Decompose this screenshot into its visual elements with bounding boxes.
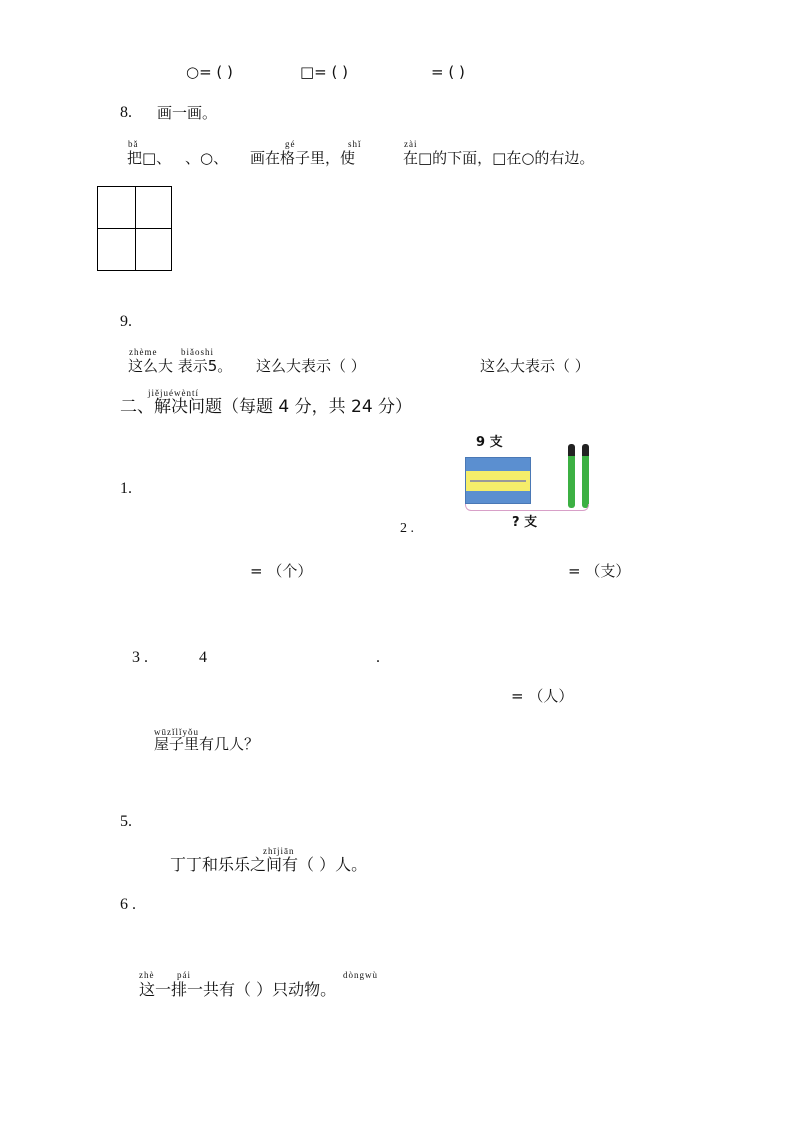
p6-text: 这一排一共有（ ）只动物。: [139, 980, 337, 999]
q9-line1: 这么大 表示5。: [128, 357, 233, 375]
p3-dot: .: [376, 649, 380, 666]
pinyin-ba: bǎ: [128, 139, 139, 149]
q9-line3: 这么大表示（ ）: [480, 357, 590, 375]
p3-equation: = （人）: [511, 687, 574, 705]
p5-pinyin: zhījiān: [263, 846, 295, 856]
pinyin-zheme: zhème: [129, 347, 158, 357]
circle-equation: ○= ( ): [186, 63, 233, 81]
pinyin-pai: pái: [177, 970, 191, 980]
label-nine-pens: 9 支: [476, 435, 503, 450]
pen-illustration: [462, 432, 612, 532]
question-number-8: 8.: [120, 104, 132, 121]
problem-number-5: 5.: [120, 813, 132, 830]
brace: [465, 504, 589, 511]
section2-heading: 二、解决问题（每题 4 分，共 24 分）: [120, 397, 413, 417]
section2-pinyin: jiějuéwèntí: [148, 388, 199, 398]
pinyin-zhe: zhè: [139, 970, 155, 980]
drawing-grid[interactable]: [97, 186, 172, 271]
p2-equation: = （支）: [568, 562, 631, 580]
pinyin-ge: gé: [285, 139, 296, 149]
q8-title: 画一画。: [157, 104, 218, 122]
problem-number-6: 6 .: [120, 896, 136, 913]
pen-box-icon: [465, 457, 531, 504]
blank-equation: = ( ): [431, 63, 465, 81]
question-number-9: 9.: [120, 313, 132, 330]
p4-question: 屋子里有几人？: [154, 735, 260, 753]
problem-number-2: 2 .: [400, 521, 414, 536]
pinyin-dongwu: dòngwù: [343, 970, 378, 980]
q8-text-d: 在□的下面，□在○的右边。: [403, 149, 595, 167]
problem-number-1: 1.: [120, 480, 132, 497]
problem-number-3: 3 .: [132, 649, 148, 666]
pen-icon: [568, 444, 575, 508]
pen-icon: [582, 444, 589, 508]
q8-text-c: 画在格子里，使: [250, 149, 356, 167]
pinyin-biaoshi: biǎoshi: [181, 347, 214, 357]
p1-equation: = （个）: [250, 562, 313, 580]
q9-line2: 这么大表示（ ）: [256, 357, 366, 375]
p4-pinyin: wūzǐlǐyǒu: [154, 727, 199, 737]
pinyin-shi: shǐ: [348, 139, 362, 149]
p5-text: 丁丁和乐乐之间有（ ）人。: [170, 855, 368, 874]
q8-text-b: 、○、: [185, 149, 229, 167]
p3-number: 4: [199, 649, 207, 666]
square-equation: □= ( ): [300, 63, 348, 81]
label-total-pens: ? 支: [512, 515, 538, 530]
q8-text-a: 把□、: [127, 149, 172, 167]
pinyin-zai: zài: [404, 139, 418, 149]
